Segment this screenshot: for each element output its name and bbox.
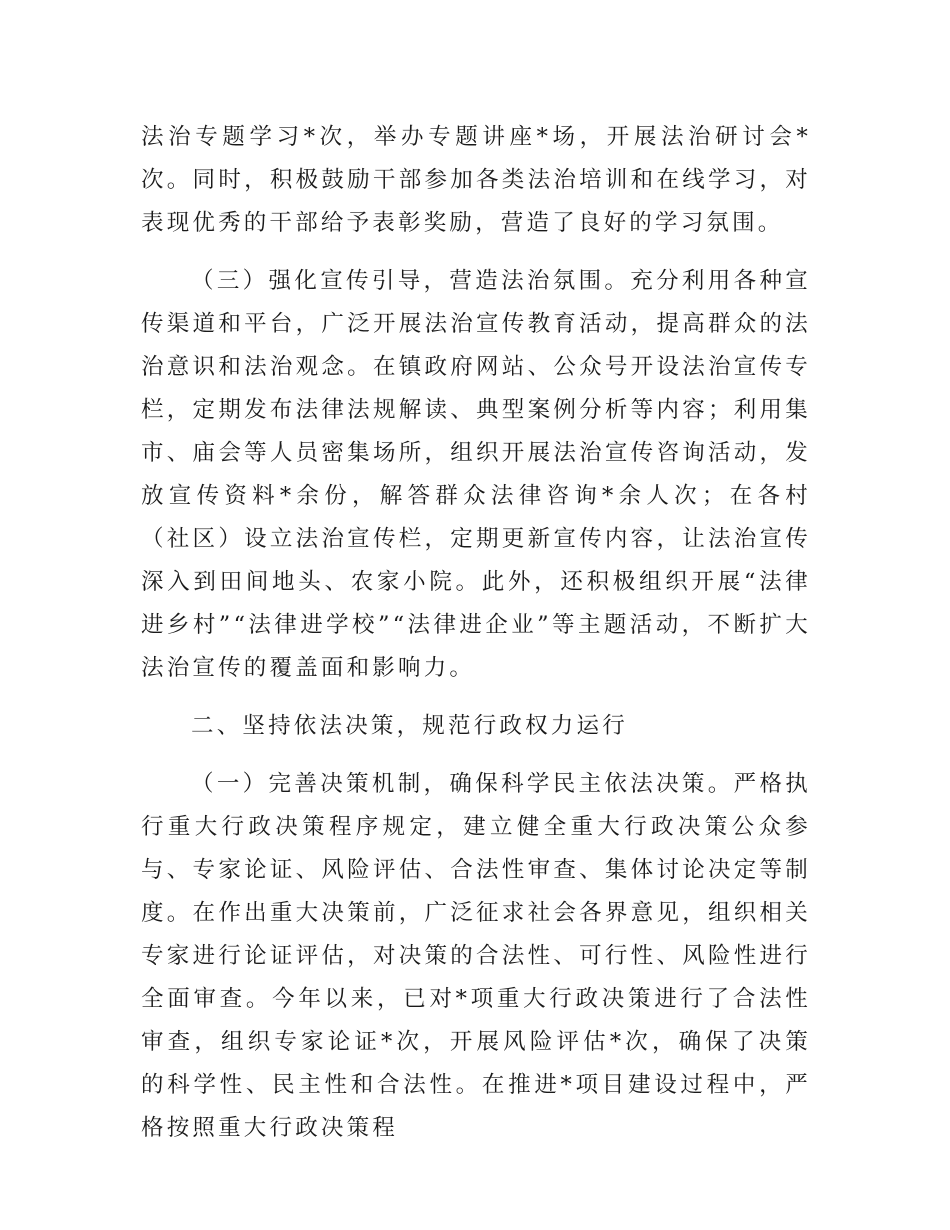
- section-heading-lawful-decision: 二、坚持依法决策，规范行政权力运行: [191, 713, 628, 739]
- paragraph-publicity-guidance: （三）强化宣传引导，营造法治氛围。充分利用各种宣传渠道和平台，广泛开展法治宣传教育活动，提高群众的法治意识和法治观念。在镇政府网站、公众号开设法治宣传专栏，定期发布法律法规解读、典型案例分析等内容；利用集市、庙会等人员密集场所，组织开展法治宣传咨询活动，发放宣传资料*余份，解答群众法律咨询*余人次；在各村（社区）设立法治宣传栏，定期更新宣传内容，让法治宣传深入到田间地头、农家小院。此外，还积极组织开展“法律进乡村”“法律进学校”“法律进企业”等主题活动，不断扩大法治宣传的覆盖面和影响力。: [141, 268, 811, 681]
- document-page: [141, 116, 811, 1150]
- paragraph-study-summary: 法治专题学习*次，举办专题讲座*场，开展法治研讨会*次。同时，积极鼓励干部参加各类法治培训和在线学习，对表现优秀的干部给予表彰奖励，营造了良好的学习氛围。: [141, 124, 811, 236]
- paragraph-decision-mechanism: （一）完善决策机制，确保科学民主依法决策。严格执行重大行政决策程序规定，建立健全重大行政决策公众参与、专家论证、风险评估、合法性审查、集体讨论决定等制度。在作出重大决策前，广泛征求社会各界意见，组织相关专家进行论证评估，对决策的合法性、可行性、风险性进行全面审查。今年以来，已对*项重大行政决策进行了合法性审查，组织专家论证*次，开展风险评估*次，确保了决策的科学性、民主性和合法性。在推进*项目建设过程中，严格按照重大行政决策程: [141, 771, 811, 1141]
